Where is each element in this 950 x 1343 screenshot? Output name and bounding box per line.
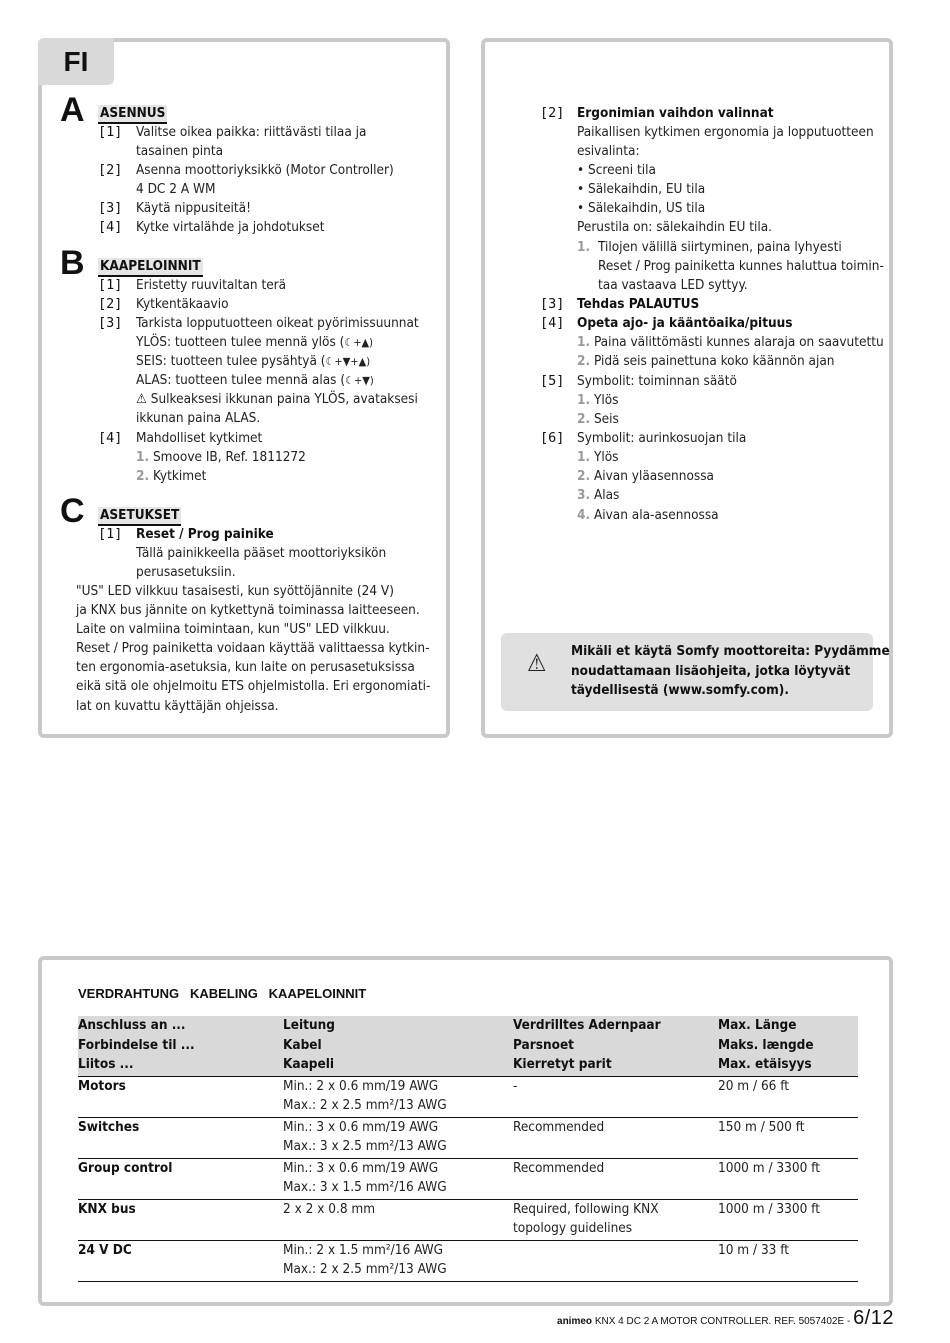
row-twisted [513, 1240, 718, 1281]
warning-icon: ⚠ [527, 649, 547, 677]
a3-text: Käytä nippusiteitä! [136, 200, 251, 216]
section-b-title: KAAPELOINNIT [98, 258, 203, 277]
note-line-1: Mikäli et käytä Somfy moottoreita: Pyydämme [571, 643, 890, 659]
c-para-7: lat on kuvattu käyttäjän ohjeissa. [76, 698, 279, 714]
a1-text-1: Valitse oikea paikka: riittävästi tilaa ja [136, 124, 367, 140]
row-name: Motors [78, 1076, 283, 1117]
r3-num: [3] [540, 296, 565, 312]
header-max-length: Max. Länge Maks. længde Max. etäisyys [718, 1017, 814, 1072]
header-twisted-pair: Verdrilltes Adernpaar Parsnoet Kierretyt parit [513, 1017, 661, 1072]
page-number: 6/12 [853, 1307, 894, 1329]
r4-sub-2: 2. Pidä seis painettuna koko käännön ajan [577, 353, 835, 369]
r3-title: Tehdas PALAUTUS [577, 296, 700, 312]
table-header-row [78, 1016, 858, 1076]
up-symbol: ☾+▲) [344, 336, 374, 349]
r6-num: [6] [540, 430, 565, 446]
language-tab: FI [38, 38, 114, 85]
table-row [78, 1240, 858, 1281]
note-box [501, 633, 890, 711]
b3-up-line: YLÖS: tuotteen tulee mennä ylös (☾+▲) [136, 334, 374, 350]
page-footer [557, 1309, 894, 1331]
table-row [78, 1158, 858, 1199]
left-panel [38, 38, 450, 738]
row-name: KNX bus [78, 1199, 283, 1240]
header-connection: Anschluss an ... Forbindelse til ... Liitos ... [78, 1017, 195, 1072]
r2-sub-line-1: Tilojen välillä siirtyminen, paina lyhyesti [598, 239, 842, 255]
wiring-table-panel [38, 956, 893, 1306]
b4-text: Mahdolliset kytkimet [136, 430, 263, 446]
b3-num: [3] [98, 315, 123, 331]
b3-down-line: ALAS: tuotteen tulee mennä alas (☾+▼) [136, 372, 374, 388]
brand-name: animeo [557, 1316, 593, 1327]
section-c-title: ASETUKSET [98, 507, 181, 526]
r2-bullet-2: • Sälekaihdin, EU tila [577, 181, 706, 197]
a2-num: [2] [98, 162, 123, 178]
stop-symbol: ☾+▼+▲) [325, 355, 371, 368]
row-max: 1000 m / 3300 ft [718, 1158, 858, 1199]
r4-title: Opeta ajo- ja kääntöaika/pituus [577, 315, 793, 331]
b1-num: [1] [98, 277, 123, 293]
row-max: 20 m / 66 ft [718, 1076, 858, 1117]
r2-sub-num: 1. [577, 239, 591, 255]
row-cable: Min.: 2 x 0.6 mm/19 AWG Max.: 2 x 2.5 mm²/13 AWG [283, 1076, 513, 1117]
r6-sub-4: 4. Aivan ala-asennossa [577, 507, 719, 523]
c-para-6: eikä sitä ole ohjelmoitu ETS ohjelmistolla. Eri ergonomiati- [76, 678, 431, 694]
r4-num: [4] [540, 315, 565, 331]
r4-sub-1: 1. Paina välittömästi kunnes alaraja on saavutettu [577, 334, 884, 350]
c1-line-1: Tällä painikkeella pääset moottoriyksikön [136, 545, 387, 561]
a4-num: [4] [98, 219, 123, 235]
r2-default: Perustila on: sälekaihdin EU tila. [577, 219, 773, 235]
r2-bullet-1: • Screeni tila [577, 162, 656, 178]
r2-title: Ergonimian vaihdon valinnat [577, 105, 774, 121]
r2-sub-line-3: taa vastaava LED syttyy. [598, 277, 748, 293]
b4-sub-2: 2. Kytkimet [136, 468, 207, 484]
table-row [78, 1199, 858, 1240]
row-name: Switches [78, 1117, 283, 1158]
section-a-title: ASENNUS [98, 105, 167, 124]
note-line-3: täydellisestä (www.somfy.com). [571, 682, 789, 698]
row-max: 1000 m / 3300 ft [718, 1199, 858, 1240]
r5-title: Symbolit: toiminnan säätö [577, 373, 737, 389]
row-cable: Min.: 3 x 0.6 mm/19 AWG Max.: 3 x 2.5 mm²/13 AWG [283, 1117, 513, 1158]
row-twisted: - [513, 1076, 718, 1117]
table-title: VERDRAHTUNG KABELING KAAPELOINNIT [78, 986, 367, 1001]
r5-sub-2: 2. Seis [577, 411, 619, 427]
c-para-5: ten ergonomia-asetuksia, kun laite on perusasetuksissa [76, 659, 415, 675]
c1-line-2: perusasetuksiin. [136, 564, 236, 580]
b3-stop-line: SEIS: tuotteen tulee pysähtyä (☾+▼+▲) [136, 353, 371, 369]
section-a-letter: A [60, 91, 85, 129]
c1-num: [1] [98, 526, 123, 542]
note-line-2: noudattamaan lisäohjeita, jotka löytyvät [571, 663, 851, 679]
a1-text-2: tasainen pinta [136, 143, 224, 159]
section-c-letter: C [60, 492, 85, 530]
down-symbol: ☾+▼) [345, 374, 374, 387]
row-max: 150 m / 500 ft [718, 1117, 858, 1158]
r2-bullet-3: • Sälekaihdin, US tila [577, 200, 706, 216]
c-para-4: Reset / Prog painiketta voidaan käyttää valittaessa kytkin- [76, 640, 430, 656]
r2-sub-line-2: Reset / Prog painiketta kunnes haluttua toimin- [598, 258, 884, 274]
b4-num: [4] [98, 430, 123, 446]
b2-text: Kytkentäkaavio [136, 296, 229, 312]
footer-text: KNX 4 DC 2 A MOTOR CONTROLLER. REF. 5057402E - [594, 1316, 851, 1327]
b3-warning-line: ⚠ Sulkeaksesi ikkunan paina YLÖS, avataksesi [136, 391, 418, 407]
c-para-1: "US" LED vilkkuu tasaisesti, kun syöttöjännite (24 V) [76, 583, 394, 599]
b2-num: [2] [98, 296, 123, 312]
r5-num: [5] [540, 373, 565, 389]
row-cable: 2 x 2 x 0.8 mm [283, 1199, 513, 1240]
r6-sub-3: 3. Alas [577, 487, 620, 503]
section-b-letter: B [60, 244, 85, 282]
row-twisted: Required, following KNX topology guidelines [513, 1199, 718, 1240]
header-cable: Leitung Kabel Kaapeli [283, 1017, 335, 1072]
b1-text: Eristetty ruuvitaltan terä [136, 277, 287, 293]
a4-text: Kytke virtalähde ja johdotukset [136, 219, 325, 235]
r5-sub-1: 1. Ylös [577, 392, 619, 408]
row-cable: Min.: 3 x 0.6 mm/19 AWG Max.: 3 x 1.5 mm²/16 AWG [283, 1158, 513, 1199]
a3-num: [3] [98, 200, 123, 216]
r6-title: Symbolit: aurinkosuojan tila [577, 430, 747, 446]
wiring-table [78, 1016, 858, 1282]
b3-warning-line-2: ikkunan paina ALAS. [136, 410, 261, 426]
c1-title: Reset / Prog painike [136, 526, 274, 542]
row-name: Group control [78, 1158, 283, 1199]
table-row [78, 1117, 858, 1158]
b3-text: Tarkista lopputuotteen oikeat pyörimissuunnat [136, 315, 419, 331]
r2-line-1: Paikallisen kytkimen ergonomia ja lopputuotteen [577, 124, 874, 140]
warning-icon: ⚠ [136, 391, 147, 407]
row-max: 10 m / 33 ft [718, 1240, 858, 1281]
c-para-2: ja KNX bus jännite on kytkettynä toiminassa laitteeseen. [76, 602, 420, 618]
a2-text-2: 4 DC 2 A WM [136, 181, 216, 197]
right-panel [481, 38, 893, 738]
r6-sub-2: 2. Aivan yläasennossa [577, 468, 714, 484]
row-name: 24 V DC [78, 1240, 283, 1281]
r2-line-2: esivalinta: [577, 143, 640, 159]
table-row [78, 1076, 858, 1117]
r6-sub-1: 1. Ylös [577, 449, 619, 465]
r2-num: [2] [540, 105, 565, 121]
row-twisted: Recommended [513, 1158, 718, 1199]
row-twisted: Recommended [513, 1117, 718, 1158]
b4-sub-1: 1. Smoove IB, Ref. 1811272 [136, 449, 306, 465]
a2-text-1: Asenna moottoriyksikkö (Motor Controller) [136, 162, 394, 178]
row-cable: Min.: 2 x 1.5 mm²/16 AWG Max.: 2 x 2.5 mm²/13 AWG [283, 1240, 513, 1281]
c-para-3: Laite on valmiina toimintaan, kun "US" LED vilkkuu. [76, 621, 390, 637]
a1-num: [1] [98, 124, 123, 140]
